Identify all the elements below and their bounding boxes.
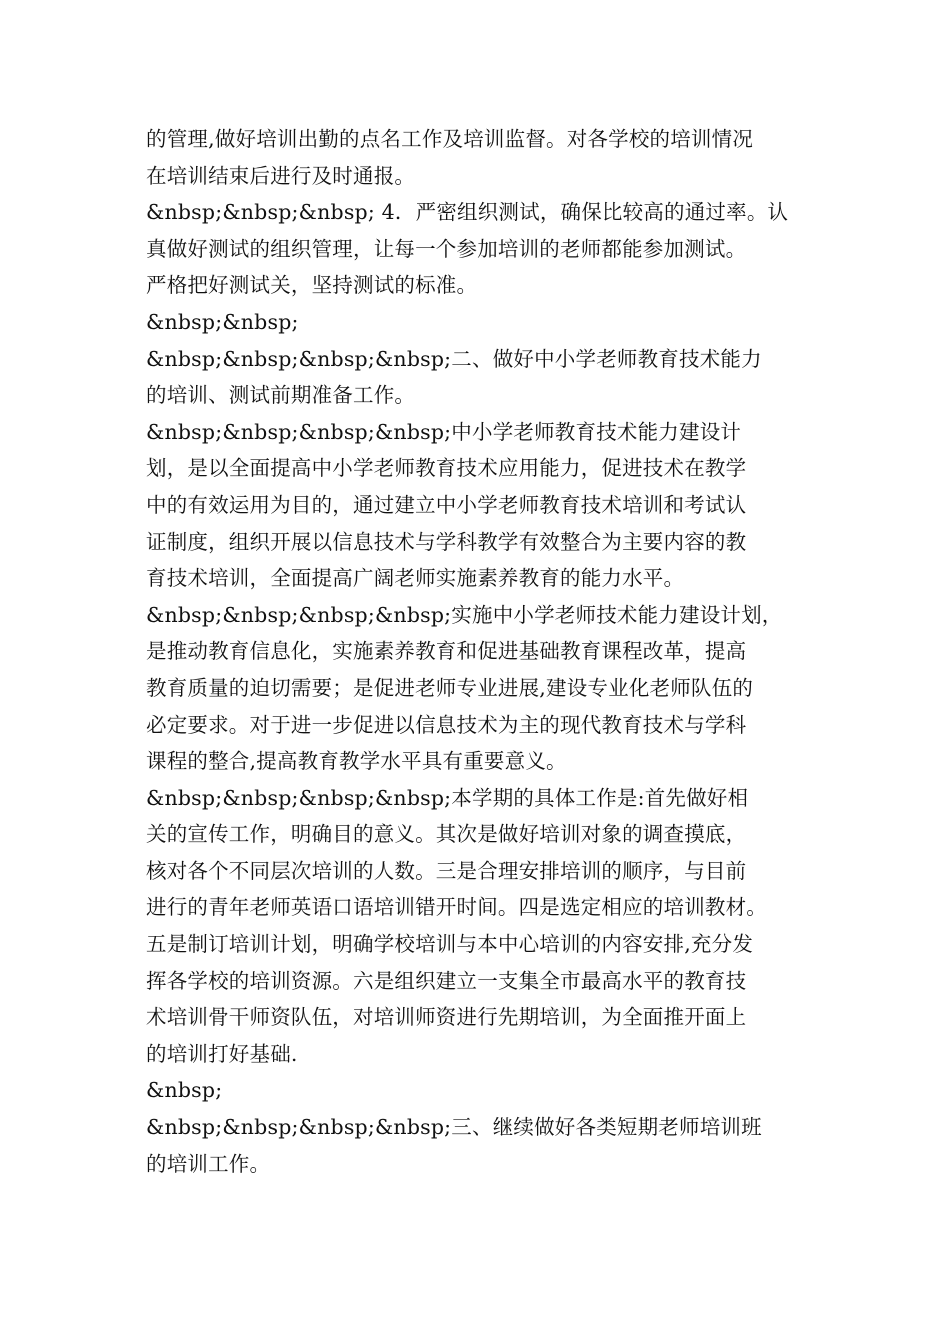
text-line: &nbsp;&nbsp;&nbsp;&nbsp;三、继续做好各类短期老师培训班 xyxy=(146,1115,762,1140)
text-line: 课程的整合,提高教育教学水平具有重要意义。 xyxy=(146,749,567,774)
text-line: 关的宣传工作，明确目的意义。其次是做好培训对象的调查摸底， xyxy=(146,822,747,847)
text-line: 的培训打好基础. xyxy=(146,1041,298,1066)
text-line: &nbsp;&nbsp;&nbsp; 4．严密组织测试，确保比较高的通过率。认 xyxy=(146,200,789,225)
text-line: 是推动教育信息化，实施素养教育和促进基础教育课程改革，提高 xyxy=(146,639,747,664)
text-line: &nbsp;&nbsp; xyxy=(146,309,299,334)
text-line: 术培训骨干师资队伍，对培训师资进行先期培训，为全面推开面上 xyxy=(146,1005,747,1030)
text-line: 五是制订培训计划，明确学校培训与本中心培训的内容安排,充分发 xyxy=(146,932,754,957)
text-line: 证制度，组织开展以信息技术与学科教学有效整合为主要内容的教 xyxy=(146,529,747,554)
text-line: 真做好测试的组织管理，让每一个参加培训的老师都能参加测试。 xyxy=(146,236,747,261)
text-line: 教育质量的迫切需要；是促进老师专业进展,建设专业化老师队伍的 xyxy=(146,675,754,700)
text-line: 育技术培训，全面提高广阔老师实施素养教育的能力水平。 xyxy=(146,566,685,591)
document-page xyxy=(146,121,816,1182)
text-line: 的培训、测试前期准备工作。 xyxy=(146,383,416,408)
text-line: 严格把好测试关，坚持测试的标准。 xyxy=(146,273,478,298)
text-line: 必定要求。对于进一步促进以信息技术为主的现代教育技术与学科 xyxy=(146,712,747,737)
text-line: &nbsp;&nbsp;&nbsp;&nbsp;二、做好中小学老师教育技术能力 xyxy=(146,346,762,371)
text-line: &nbsp;&nbsp;&nbsp;&nbsp;中小学老师教育技术能力建设计 xyxy=(146,419,742,444)
text-line: 进行的青年老师英语口语培训错开时间。四是选定相应的培训教材。 xyxy=(146,895,767,920)
text-line: &nbsp;&nbsp;&nbsp;&nbsp;实施中小学老师技术能力建设计划， xyxy=(146,602,783,627)
text-line: 核对各个不同层次培训的人数。三是合理安排培训的顺序，与目前 xyxy=(146,858,747,883)
text-line: 在培训结束后进行及时通报。 xyxy=(146,163,416,188)
text-line: 的管理,做好培训出勤的点名工作及培训监督。对各学校的培训情况 xyxy=(146,127,754,151)
text-line: 挥各学校的培训资源。六是组织建立一支集全市最高水平的教育技 xyxy=(146,968,747,993)
text-line: 中的有效运用为目的，通过建立中小学老师教育技术培训和考试认 xyxy=(146,492,747,517)
text-line: &nbsp;&nbsp;&nbsp;&nbsp;本学期的具体工作是:首先做好相 xyxy=(146,785,749,810)
text-line: 划，是以全面提高中小学老师教育技术应用能力，促进技术在教学 xyxy=(146,456,747,481)
text-line: &nbsp; xyxy=(146,1078,223,1103)
text-line: 的培训工作。 xyxy=(146,1151,271,1176)
